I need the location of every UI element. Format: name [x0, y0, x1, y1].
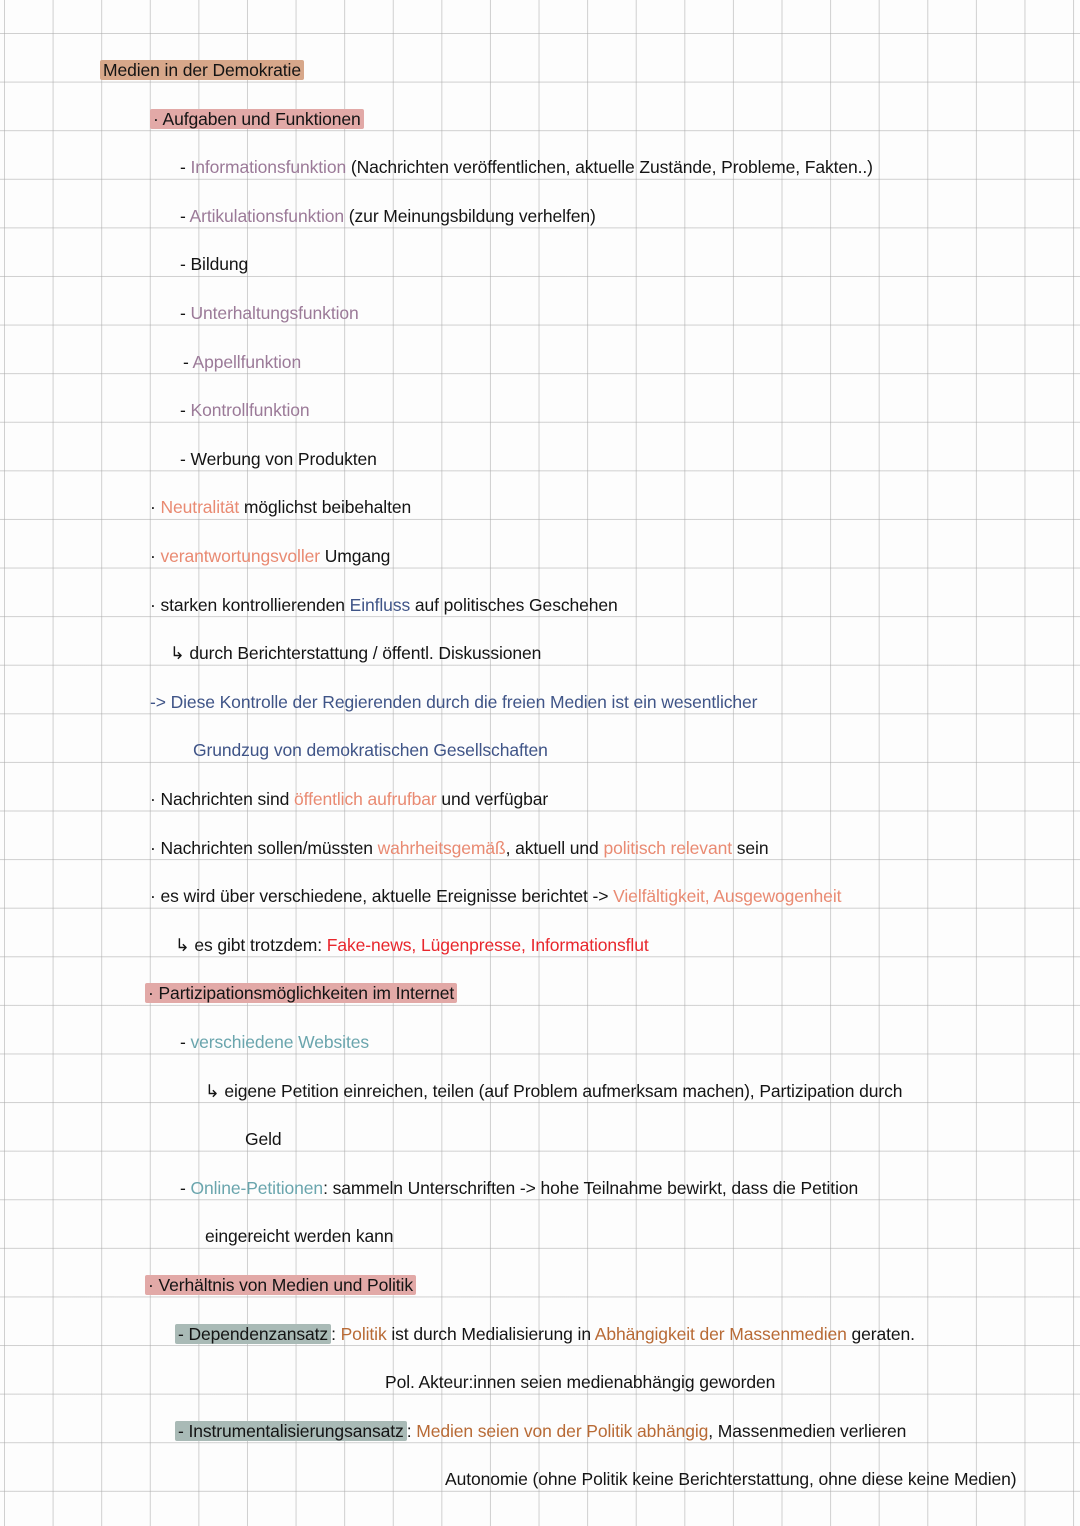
note-line-item — [180, 301, 359, 325]
note-line-bullet — [150, 836, 768, 860]
note-line-item — [180, 155, 873, 179]
highlighted-term: Vielfältigkeit, Ausgewogenheit — [613, 886, 842, 907]
text-segment: geraten. — [846, 1323, 915, 1344]
line-content — [205, 1081, 902, 1101]
heading-highlight — [150, 109, 364, 129]
note-line-item — [180, 447, 377, 471]
highlighted-term: Einfluss — [349, 594, 411, 615]
highlighted-term: Neutralität — [160, 497, 240, 518]
text-segment: sein — [731, 837, 769, 858]
line-content — [150, 692, 757, 712]
text-segment: Pol. Akteur:innen seien medienabhängig geworden — [385, 1372, 776, 1393]
note-line-item — [180, 1176, 858, 1200]
note-line-sub — [175, 933, 649, 957]
line-content — [170, 643, 541, 663]
note-line-continuation — [205, 1224, 393, 1248]
note-line-heading — [145, 981, 457, 1005]
highlighted-term: öffentlich aufrufbar — [294, 789, 437, 809]
line-content — [180, 206, 596, 226]
note-line-bullet — [150, 787, 548, 811]
note-line-continuation — [445, 1467, 1017, 1491]
highlighted-term: Medien seien von der Politik abhängig — [416, 1420, 709, 1441]
text-segment: - — [180, 205, 190, 226]
text-segment: · Nachrichten sollen/müssten — [150, 837, 378, 858]
note-line-item — [180, 398, 310, 422]
line-content — [150, 497, 411, 517]
highlighted-term: -> Diese Kontrolle der Regierenden durch die freien Medien ist ein wesentlicher — [150, 691, 758, 712]
highlighted-term: Fake-news, Lügenpresse, Informationsflut — [326, 934, 649, 955]
note-line-approach — [175, 1419, 906, 1443]
text-segment: · es wird über verschiedene, aktuelle Ereignisse berichtet -> — [150, 886, 614, 907]
line-content — [150, 886, 841, 906]
note-line-sub — [205, 1079, 902, 1103]
line-content — [180, 1178, 858, 1198]
note-line-title — [100, 58, 304, 82]
text-segment: : — [406, 1420, 417, 1441]
text-segment: - Werbung von Produkten — [180, 448, 377, 469]
highlighted-term: Online-Petitionen — [190, 1177, 324, 1198]
note-line-bullet — [150, 884, 841, 908]
highlighted-term: verantwortungsvoller — [160, 546, 320, 566]
highlighted-term: wahrheitsgemäß — [377, 837, 506, 858]
highlighted-term: Informationsfunktion — [190, 157, 347, 178]
note-line-approach — [175, 1322, 915, 1346]
line-content — [180, 303, 359, 323]
line-content — [180, 254, 248, 274]
line-content — [205, 1226, 393, 1246]
heading-highlight — [145, 1275, 416, 1295]
highlighted-term: Unterhaltungsfunktion — [190, 303, 359, 323]
line-content — [150, 595, 618, 615]
text-segment: - — [180, 303, 191, 323]
line-content — [150, 838, 768, 858]
text-segment: , aktuell und — [505, 837, 604, 858]
text-segment: - — [183, 351, 193, 372]
text-segment: (Nachrichten veröffentlichen, aktuelle Zustände, Probleme, Fakten..) — [346, 157, 873, 178]
line-content — [245, 1129, 282, 1149]
text-segment: Umgang — [319, 546, 391, 566]
line-content — [175, 1421, 906, 1441]
note-line-continuation — [245, 1127, 282, 1151]
title-highlight — [100, 60, 304, 80]
highlighted-term: verschiedene Websites — [190, 1032, 370, 1052]
text-segment: : sammeln Unterschriften -> hohe Teilnahme bewirkt, dass die Petition — [323, 1177, 859, 1198]
highlighted-term: Abhängigkeit der Massenmedien — [594, 1323, 847, 1344]
text-segment: Medien in der Demokratie — [103, 60, 301, 80]
highlighted-term: Appellfunktion — [192, 351, 302, 372]
note-line-continuation — [385, 1370, 775, 1394]
highlighted-term: Kontrollfunktion — [190, 400, 310, 421]
note-line-sub — [170, 641, 541, 665]
text-segment: möglichst beibehalten — [239, 497, 412, 518]
line-content — [175, 1324, 915, 1344]
text-segment: - — [180, 1032, 191, 1052]
note-line-bullet — [150, 544, 390, 568]
heading-highlight — [145, 983, 457, 1003]
line-content — [180, 400, 310, 420]
line-content — [150, 789, 548, 809]
highlighted-term: politisch relevant — [603, 837, 732, 858]
text-segment: eingereicht werden kann — [205, 1226, 394, 1247]
text-segment: ↳ es gibt trotzdem: — [175, 934, 327, 955]
text-segment: · — [150, 546, 161, 566]
text-segment: Autonomie (ohne Politik keine Berichterstattung, ohne diese keine Medien) — [445, 1469, 1017, 1490]
line-content — [175, 935, 649, 955]
text-segment: - Bildung — [180, 254, 249, 275]
note-line-item — [180, 1030, 369, 1054]
note-line-heading — [150, 107, 364, 131]
text-segment: · Partizipationsmöglichkeiten im Internet — [148, 983, 455, 1004]
note-line-continuation — [193, 738, 548, 762]
line-content — [180, 1032, 369, 1052]
note-line-heading — [145, 1273, 416, 1297]
note-line-item — [180, 204, 596, 228]
approach-label: - Dependenzansatz — [175, 1324, 331, 1344]
line-content — [180, 449, 377, 469]
text-segment: · Nachrichten sind — [150, 789, 294, 809]
text-segment: - — [180, 1177, 191, 1198]
text-segment: · Verhältnis von Medien und Politik — [148, 1275, 413, 1295]
text-segment: ↳ durch Berichterstattung / öffentl. Diskussionen — [170, 643, 542, 664]
highlighted-term: Grundzug von demokratischen Gesellschaften — [193, 740, 548, 761]
text-segment: - — [180, 400, 191, 421]
line-content — [150, 546, 390, 566]
line-content — [180, 157, 873, 177]
note-line-conclusion — [150, 690, 757, 714]
note-line-bullet — [150, 593, 618, 617]
text-segment: ist durch Medialisierung in — [386, 1323, 595, 1344]
line-content — [183, 352, 301, 372]
highlighted-term: Politik — [340, 1323, 387, 1344]
text-segment: , Massenmedien verlieren — [708, 1420, 907, 1441]
note-line-bullet — [150, 495, 411, 519]
line-content — [445, 1469, 1017, 1489]
note-line-item — [180, 252, 248, 276]
text-segment: · starken kontrollierenden — [150, 594, 350, 615]
text-segment: · Aufgaben und Funktionen — [153, 108, 361, 129]
text-segment: : — [331, 1323, 341, 1344]
line-content — [385, 1372, 775, 1392]
approach-label: - Instrumentalisierungsansatz — [175, 1421, 407, 1441]
text-segment: und verfügbar — [436, 789, 549, 809]
text-segment: (zur Meinungsbildung verhelfen) — [344, 205, 596, 226]
text-segment: Geld — [245, 1129, 282, 1150]
highlighted-term: Artikulationsfunktion — [189, 205, 345, 226]
text-segment: - — [180, 157, 191, 178]
text-segment: auf politisches Geschehen — [410, 594, 618, 615]
note-line-item — [183, 350, 301, 374]
text-segment: · — [150, 497, 161, 518]
line-content — [193, 740, 548, 760]
text-segment: ↳ eigene Petition einreichen, teilen (auf Problem aufmerksam machen), Partizipation durch — [205, 1080, 903, 1101]
